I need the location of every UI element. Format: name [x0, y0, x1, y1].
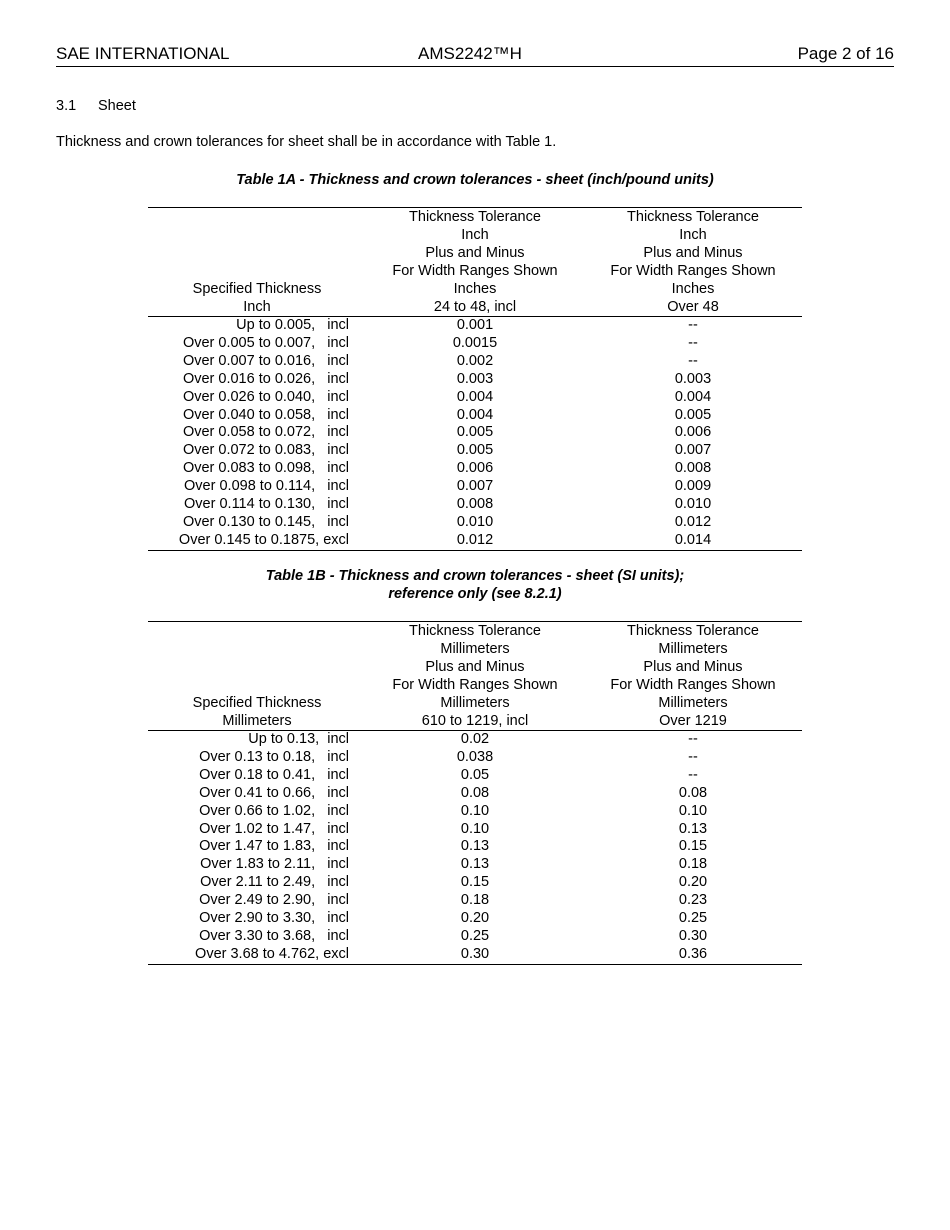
header-org: SAE INTERNATIONAL [56, 44, 230, 63]
table-row [148, 514, 802, 532]
table-row [148, 838, 802, 856]
cell-specified-thickness: Over 0.41 to 0.66, incl [199, 784, 349, 801]
cell-tolerance-narrow: 0.20 [460, 910, 490, 927]
table-row [148, 749, 802, 767]
table-row [148, 731, 802, 749]
cell-specified-thickness: Over 0.66 to 1.02, incl [199, 802, 349, 819]
cell-specified-thickness: Up to 0.13, incl [248, 731, 349, 747]
table-row [148, 910, 802, 928]
header-line: Inches [453, 281, 497, 297]
header-doc-number: AMS2242™H [418, 44, 522, 63]
cell-tolerance-narrow: 0.18 [460, 892, 490, 909]
table-row [148, 803, 802, 821]
cell-specified-thickness: Over 0.026 to 0.040, incl [182, 388, 349, 405]
table-row [148, 892, 802, 910]
section-heading [56, 98, 136, 114]
cell-tolerance-narrow: 0.02 [460, 731, 490, 747]
table-row [148, 767, 802, 785]
cell-tolerance-wide: 0.36 [584, 946, 802, 964]
cell-tolerance-wide: 0.004 [674, 388, 712, 405]
cell-specified-thickness: Over 0.058 to 0.072, incl [182, 424, 349, 441]
table-1b-header-tol-narrow [366, 622, 584, 731]
cell-tolerance-wide: 0.18 [678, 856, 708, 873]
body-paragraph: Thickness and crown tolerances for sheet shall be in accordance with Table 1. [56, 134, 557, 150]
cell-tolerance-narrow: 0.25 [460, 927, 490, 944]
cell-tolerance-narrow: 0.005 [456, 424, 494, 441]
cell-tolerance-narrow: 0.002 [456, 352, 494, 369]
cell-specified-thickness: Over 1.83 to 2.11, incl [200, 856, 349, 873]
header-line: Plus and Minus [425, 659, 525, 675]
cell-specified-thickness: Over 1.02 to 1.47, incl [199, 820, 349, 837]
cell-tolerance-narrow: 0.30 [366, 946, 584, 964]
header-page-number: Page 2 of 16 [797, 44, 894, 63]
cell-tolerance-wide: 0.23 [678, 892, 708, 909]
table-row [148, 371, 802, 389]
cell-tolerance-wide: -- [688, 731, 698, 747]
table-1a-body [148, 317, 802, 551]
cell-tolerance-wide: 0.20 [678, 874, 708, 891]
section-title: Sheet [98, 98, 136, 114]
header-line: Millimeters [658, 641, 728, 657]
header-line: Over 1219 [659, 713, 727, 729]
cell-tolerance-wide: 0.010 [674, 496, 712, 513]
cell-tolerance-narrow: 0.15 [460, 874, 490, 891]
cell-tolerance-narrow: 0.010 [456, 513, 494, 530]
table-1b-caption-line1: Table 1B - Thickness and crown tolerances - sheet (SI units); [265, 568, 685, 584]
header-line: For Width Ranges Shown [610, 677, 776, 693]
cell-tolerance-wide: 0.007 [674, 442, 712, 459]
cell-tolerance-wide: 0.003 [674, 370, 712, 387]
cell-specified-thickness: Over 0.040 to 0.058, incl [182, 406, 349, 423]
cell-tolerance-wide: 0.25 [678, 910, 708, 927]
table-1a-caption: Table 1A - Thickness and crown tolerances - sheet (inch/pound units) [236, 172, 714, 188]
header-line: Millimeters [440, 695, 510, 711]
header-line: Millimeters [222, 713, 292, 729]
table-1b-header-row [148, 622, 802, 731]
cell-tolerance-narrow: 0.004 [456, 388, 494, 405]
cell-tolerance-wide: -- [688, 317, 698, 333]
cell-tolerance-wide: -- [688, 334, 698, 351]
cell-tolerance-narrow: 0.08 [460, 784, 490, 801]
table-row [148, 407, 802, 425]
cell-specified-thickness: Over 0.114 to 0.130, incl [184, 496, 349, 513]
header-line: 24 to 48, incl [433, 299, 517, 315]
section-number: 3.1 [56, 98, 77, 114]
cell-specified-thickness: Over 0.130 to 0.145, incl [182, 513, 349, 530]
header-line: Specified Thickness [192, 695, 322, 711]
table-1a-header-specified [148, 208, 366, 317]
cell-specified-thickness: Over 0.005 to 0.007, incl [182, 334, 349, 351]
cell-tolerance-wide: 0.012 [674, 513, 712, 530]
header-line: For Width Ranges Shown [610, 263, 776, 279]
table-row [148, 496, 802, 514]
table-row [148, 460, 802, 478]
header-line: For Width Ranges Shown [392, 677, 558, 693]
cell-specified-thickness: Over 2.90 to 3.30, incl [199, 910, 349, 927]
cell-tolerance-wide: -- [688, 352, 698, 369]
cell-specified-thickness: Over 2.49 to 2.90, incl [199, 892, 349, 909]
cell-tolerance-wide: -- [688, 766, 698, 783]
table-row [148, 353, 802, 371]
cell-tolerance-narrow: 0.005 [456, 442, 494, 459]
cell-specified-thickness: Up to 0.005, incl [236, 317, 349, 333]
header-line: Inches [671, 281, 715, 297]
cell-tolerance-narrow: 0.007 [456, 478, 494, 495]
header-line: Plus and Minus [643, 659, 743, 675]
header-line: Millimeters [658, 695, 728, 711]
cell-specified-thickness: Over 0.072 to 0.083, incl [182, 442, 349, 459]
cell-tolerance-narrow: 0.13 [460, 856, 490, 873]
page-header [56, 44, 894, 67]
table-1a-header-row [148, 208, 802, 317]
cell-tolerance-wide: 0.10 [678, 802, 708, 819]
cell-tolerance-narrow: 0.006 [456, 460, 494, 477]
table-row [148, 424, 802, 442]
cell-tolerance-wide: 0.008 [674, 460, 712, 477]
header-line: Thickness Tolerance [409, 623, 541, 639]
header-line: Plus and Minus [643, 245, 743, 261]
cell-specified-thickness: Over 1.47 to 1.83, incl [199, 838, 349, 855]
cell-tolerance-narrow: 0.038 [456, 748, 494, 765]
cell-specified-thickness: Over 0.18 to 0.41, incl [199, 766, 349, 783]
cell-tolerance-wide: -- [688, 748, 698, 765]
cell-specified-thickness: Over 0.145 to 0.1875, excl [148, 532, 366, 550]
cell-specified-thickness: Over 3.30 to 3.68, incl [199, 927, 349, 944]
cell-tolerance-wide: 0.009 [674, 478, 712, 495]
table-row [148, 532, 802, 550]
table-1a [148, 207, 802, 551]
cell-tolerance-wide: 0.006 [674, 424, 712, 441]
cell-tolerance-wide: 0.014 [584, 532, 802, 550]
table-row [148, 856, 802, 874]
header-line: Millimeters [440, 641, 510, 657]
cell-tolerance-narrow: 0.008 [456, 496, 494, 513]
header-line: Inch [243, 299, 271, 315]
table-1b-caption [148, 567, 802, 603]
table-row [148, 317, 802, 335]
cell-specified-thickness: Over 0.016 to 0.026, incl [182, 370, 349, 387]
cell-tolerance-narrow: 0.004 [456, 406, 494, 423]
header-line: Thickness Tolerance [627, 209, 759, 225]
cell-tolerance-narrow: 0.10 [460, 802, 490, 819]
table-1b-body [148, 731, 802, 965]
cell-tolerance-wide: 0.30 [678, 927, 708, 944]
cell-specified-thickness: Over 0.007 to 0.016, incl [182, 352, 349, 369]
cell-tolerance-narrow: 0.10 [460, 820, 490, 837]
cell-specified-thickness: Over 0.083 to 0.098, incl [182, 460, 349, 477]
header-line: For Width Ranges Shown [392, 263, 558, 279]
header-line: Plus and Minus [425, 245, 525, 261]
cell-tolerance-narrow: 0.13 [460, 838, 490, 855]
table-1a-header-tol-wide [584, 208, 802, 317]
cell-specified-thickness: Over 0.098 to 0.114, incl [184, 478, 349, 495]
table-row [148, 928, 802, 946]
table-row [148, 335, 802, 353]
cell-tolerance-narrow: 0.012 [366, 532, 584, 550]
cell-specified-thickness: Over 3.68 to 4.762, excl [148, 946, 366, 964]
table-row [148, 946, 802, 964]
table-row [148, 478, 802, 496]
table-1b-header-specified [148, 622, 366, 731]
cell-tolerance-wide: 0.13 [678, 820, 708, 837]
table-1a-header-tol-narrow [366, 208, 584, 317]
header-line: Inch [679, 227, 707, 243]
cell-tolerance-wide: 0.15 [678, 838, 708, 855]
cell-specified-thickness: Over 2.11 to 2.49, incl [200, 874, 349, 891]
header-line: Inch [461, 227, 489, 243]
table-row [148, 874, 802, 892]
header-line: Over 48 [667, 299, 719, 315]
cell-tolerance-narrow: 0.0015 [452, 334, 498, 351]
table-1b [148, 621, 802, 965]
table-row [148, 442, 802, 460]
header-line: Thickness Tolerance [627, 623, 759, 639]
header-line: 610 to 1219, incl [421, 713, 529, 729]
cell-tolerance-wide: 0.08 [678, 784, 708, 801]
header-line: Specified Thickness [192, 281, 322, 297]
table-1b-header-tol-wide [584, 622, 802, 731]
cell-tolerance-narrow: 0.05 [460, 766, 490, 783]
table-row [148, 785, 802, 803]
cell-specified-thickness: Over 0.13 to 0.18, incl [199, 748, 349, 765]
table-row [148, 389, 802, 407]
cell-tolerance-wide: 0.005 [674, 406, 712, 423]
cell-tolerance-narrow: 0.003 [456, 370, 494, 387]
header-line: Thickness Tolerance [409, 209, 541, 225]
table-1b-caption-line2: reference only (see 8.2.1) [388, 586, 562, 602]
cell-tolerance-narrow: 0.001 [456, 317, 494, 333]
table-row [148, 821, 802, 839]
